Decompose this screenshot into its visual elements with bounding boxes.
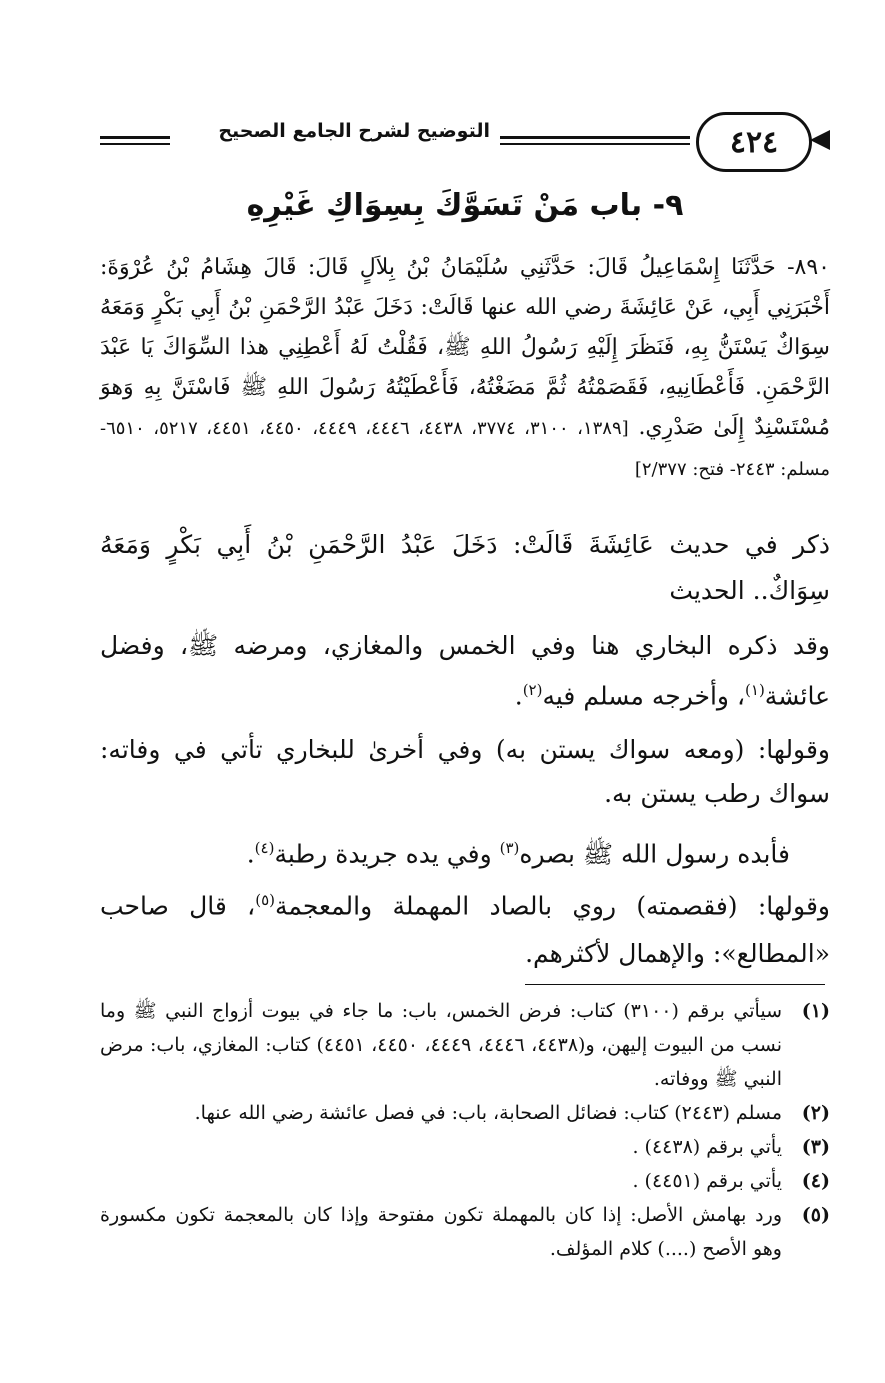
page-badge-pointer [810,130,830,150]
commentary-text: وقد ذكره البخاري هنا وفي الخمس والمغازي، ومرضه ﷺ، وفضل عائشة [100,631,830,711]
footnote-item [100,994,830,1096]
footnote-text: يأتي برقم (٤٤٥١) . [632,1170,782,1192]
footnote-number: (٢) [801,1102,830,1124]
commentary-paragraph-1: ذكر في حديث عَائِشَةَ قَالَتْ: دَخَلَ عَبْدُ الرَّحْمَنِ بْنُ أَبِي بَكْرٍ وَمَعَهُ سِوَاكٌ.. الحديث [100,530,830,605]
footnote-marker: (١) [745,681,765,699]
footnote-item [100,1198,830,1266]
page-number: ٤٢٤ [696,112,812,172]
footnote-marker: (٣) [499,839,520,857]
footnote-item [100,1130,830,1164]
book-title: التوضيح لشرح الجامع الصحيح [218,120,490,142]
hadith-references: [١٣٨٩، ٣١٠٠، ٣٧٧٤، ٤٤٣٨، ٤٤٤٦، ٤٤٤٩، ٤٤٥٠، ٤٤٥١، ٥٢١٧، ٦٥١٠- مسلم: ٢٤٤٣- فتح: ٢/٣٧٧] [100,418,830,480]
commentary-text: . [246,839,255,869]
commentary-text: ، قال صاحب «المطالع»: والإهمال لأكثرهم. [100,891,830,969]
footnote-text: مسلم (٢٤٤٣) كتاب: فضائل الصحابة، باب: في فصل عائشة رضي الله عنها. [194,1102,782,1124]
commentary-paragraph-2 [100,624,830,718]
commentary-text: وقولها: (فقصمته) روي بالصاد المهملة والمعجمة [275,891,830,921]
running-header [100,108,830,172]
commentary-text: فأبده رسول الله ﷺ بصره [519,839,790,869]
commentary-text: . [514,681,523,711]
footnote-number: (١) [801,1000,830,1022]
header-rule-right [500,136,690,139]
footnote-marker: (٤) [254,839,275,857]
footnote-marker: (٢) [522,681,543,699]
commentary-text: وفي يده جريدة رطبة [274,839,500,869]
footnote-text: سيأتي برقم (٣١٠٠) كتاب: فرض الخمس، باب: ما جاء في بيوت أزواج النبي ﷺ وما نسب من البيوت إليهن، و(٤٤٣٨، ٤٤٤٦، ٤٤٤٩، ٤٤٥٠، ٤٤٥١) كتاب: المغازي، باب: مرض النبي ﷺ ووفاته. [100,1000,783,1090]
footnote-number: (٤) [801,1170,830,1192]
footnote-item [100,1096,830,1130]
footnote-separator [525,984,825,985]
commentary-paragraph-3: وقولها: (ومعه سواك يستن به) وفي أخرىٰ للبخاري تأتي في وفاته: سواك رطب يستن به. [100,735,830,808]
chapter-heading: ٩- باب مَنْ تَسَوَّكَ بِسِوَاكِ غَيْرِهِ [246,188,684,223]
header-rule-left [100,136,170,139]
footnotes [100,994,830,1266]
footnote-marker: (٥) [255,891,276,909]
hadith-text: ٨٩٠- حَدَّثَنَا إِسْمَاعِيلُ قَالَ: حَدَّثَنِي سُلَيْمَانُ بْنُ بِلاَلٍ قَالَ: قَالَ هِشَامُ بْنُ عُرْوَةَ: أَخْبَرَنِي أَبِي، عَنْ عَائِشَةَ رضي الله عنها قَالَتْ: دَخَلَ عَبْدُ الرَّحْمَنِ بْنُ أَبِي بَكْرٍ وَمَعَهُ سِوَاكٌ يَسْتَنُّ بِهِ، فَنَظَرَ إِلَيْهِ رَسُولُ اللهِ ﷺ، فَقُلْتُ لَهُ أَعْطِنِي هذا السِّوَاكَ يَا عَبْدَ الرَّحْمَنِ. فَأَعْطَانِيهِ، فَقَصَمْتُهُ ثُمَّ مَضَغْتُهُ، فَأَعْطَيْتُهُ رَسُولَ اللهِ ﷺ فَاسْتَنَّ بِهِ وَهوَ مُسْتَسْنِدٌ إِلَىٰ صَدْرِي. [100,255,831,440]
hadith-paragraph [100,248,830,490]
footnote-item [100,1164,830,1198]
footnote-number: (٣) [801,1136,830,1158]
commentary-paragraph-4 [100,826,830,876]
footnote-number: (٥) [801,1204,830,1226]
commentary-text: ، وأخرجه مسلم فيه [542,681,746,711]
commentary-paragraph-5 [100,876,830,978]
footnote-text: ورد بهامش الأصل: إذا كان بالمهملة تكون مفتوحة وإذا كان بالمعجمة تكون مكسورة وهو الأصح (....) كلام المؤلف. [100,1204,782,1260]
footnote-text: يأتي برقم (٤٤٣٨) . [632,1136,782,1158]
